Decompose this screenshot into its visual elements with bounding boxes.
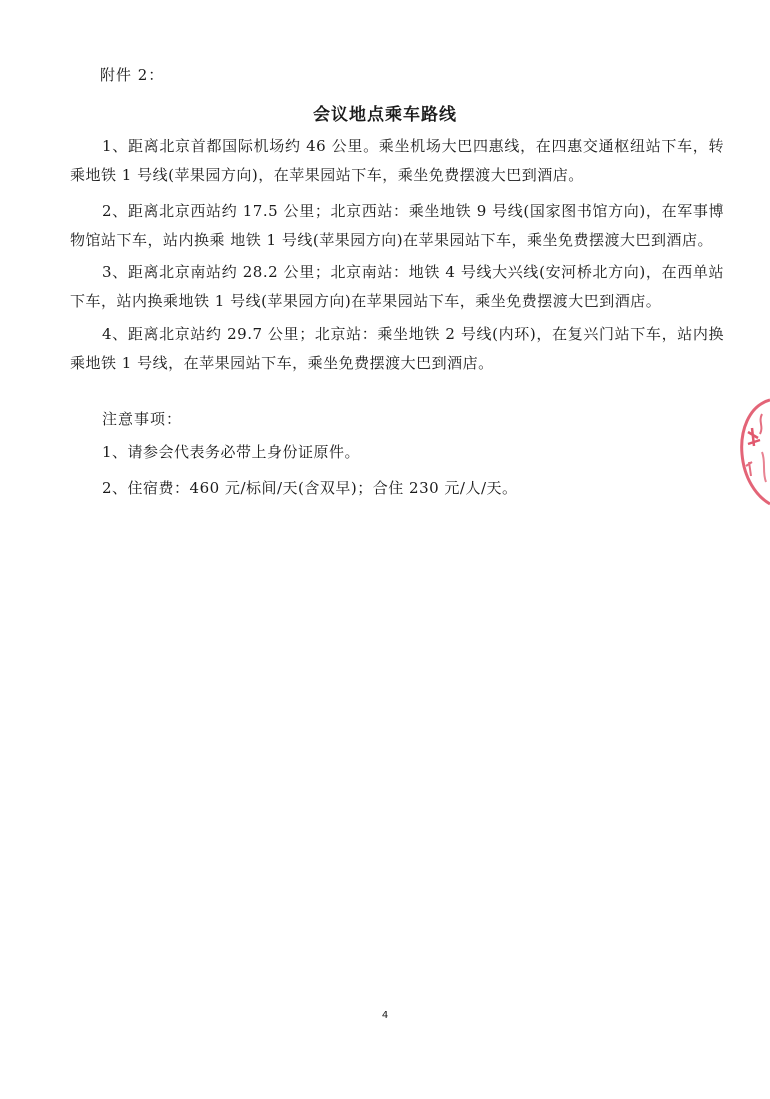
- route-paragraph-1: 1、距离北京首都国际机场约 46 公里。乘坐机场大巴四惠线，在四惠交通枢纽站下车，转乘地铁 1 号线(苹果园方向)，在苹果园站下车，乘坐免费摆渡大巴到酒店。: [70, 137, 724, 184]
- route-paragraph-3: 3、距离北京南站约 28.2 公里；北京南站：地铁 4 号线大兴线(安河桥北方向)，在西单站下车，站内换乘地铁 1 号线(苹果园方向)在苹果园站下车，乘坐免费摆渡大巴到酒店。: [70, 263, 724, 310]
- page-title: 会议地点乘车路线: [313, 105, 457, 125]
- notes-heading: 注意事项：: [102, 410, 183, 428]
- route-paragraph-2: 2、距离北京西站约 17.5 公里；北京西站：乘坐地铁 9 号线(国家图书馆方向)，在军事博物馆站下车，站内换乘 地铁 1 号线(苹果园方向)在苹果园站下车，乘坐免费摆渡大巴到酒店。: [70, 202, 724, 249]
- page-number: 4: [381, 1010, 389, 1021]
- note-item-1: 1、请参会代表务必带上身份证原件。: [102, 443, 361, 461]
- attachment-label: 附件 2：: [100, 66, 165, 84]
- route-paragraph-4: 4、距离北京站约 29.7 公里；北京站：乘坐地铁 2 号线(内环)，在复兴门站下车，站内换乘地铁 1 号线，在苹果园站下车，乘坐免费摆渡大巴到酒店。: [70, 325, 724, 372]
- seal-stamp-icon: [718, 392, 770, 512]
- note-item-2: 2、住宿费：460 元/标间/天(含双早)；合住 230 元/人/天。: [102, 479, 518, 497]
